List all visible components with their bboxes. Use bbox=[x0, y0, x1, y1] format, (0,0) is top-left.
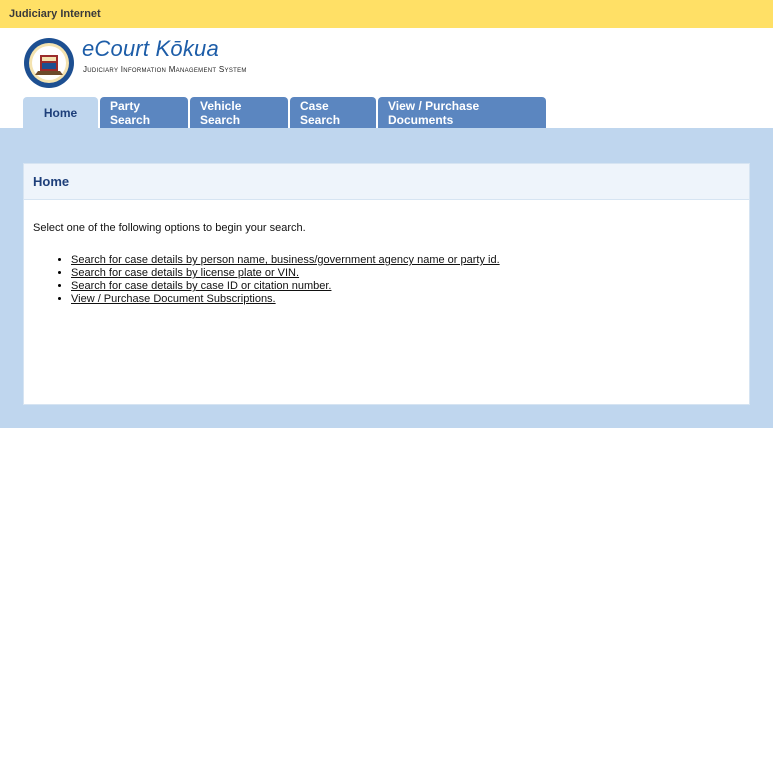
judiciary-seal-icon bbox=[23, 37, 75, 89]
tab-view-purchase-documents[interactable]: View / Purchase Documents bbox=[378, 97, 546, 128]
app-title: eCourt Kōkua bbox=[82, 36, 219, 61]
top-bar bbox=[0, 0, 773, 28]
list-item bbox=[71, 293, 749, 306]
tab-party-search[interactable]: Party Search bbox=[100, 97, 188, 128]
brand-header bbox=[0, 28, 773, 97]
party-search-link[interactable]: Search for case details by person name, business/government agency name or party id. bbox=[71, 254, 500, 266]
home-panel bbox=[23, 163, 750, 405]
site-title: Judiciary Internet bbox=[9, 8, 101, 20]
list-item bbox=[71, 267, 749, 280]
app-subtitle: Judiciary Information Management System bbox=[83, 65, 247, 74]
tab-vehicle-search[interactable]: Vehicle Search bbox=[190, 97, 288, 128]
case-search-link[interactable]: Search for case details by case ID or citation number. bbox=[71, 280, 332, 292]
panel-title: Home bbox=[24, 164, 749, 200]
tab-home[interactable]: Home bbox=[23, 97, 98, 128]
vehicle-search-link[interactable]: Search for case details by license plate or VIN. bbox=[71, 267, 300, 279]
tab-case-search[interactable]: Case Search bbox=[290, 97, 376, 128]
intro-text: Select one of the following options to begin your search. bbox=[33, 222, 306, 234]
nav-tabs bbox=[23, 97, 548, 128]
document-subscriptions-link[interactable]: View / Purchase Document Subscriptions. bbox=[71, 293, 276, 305]
search-options-list bbox=[24, 254, 749, 306]
list-item bbox=[71, 280, 749, 293]
list-item bbox=[71, 254, 749, 267]
